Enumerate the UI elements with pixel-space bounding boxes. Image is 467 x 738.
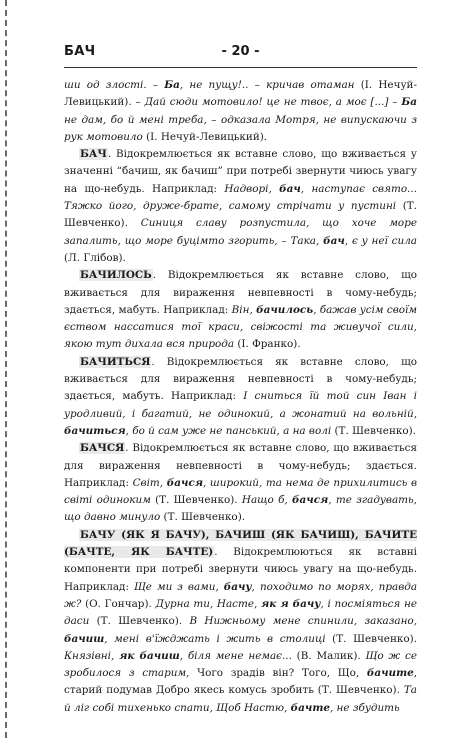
example-text: Світ, [132, 476, 167, 489]
example-text: , те згадувать, що давно минуло [64, 494, 417, 524]
body-text: (Т. Шевченко). [325, 632, 417, 645]
body-text: (Т. Шевченко). [313, 684, 404, 697]
example-text: бачу [223, 580, 252, 593]
headword: БАЧИТЬСЯ [80, 355, 151, 368]
body-text: . Відокремлюється як вставне слово, що вживається для вираження невпевності в чому-небудь; здається. Наприклад: [64, 442, 417, 489]
example-text: не дам, бо й мені треба, – одказала Мотря, не випускаючи з рук мотовило [64, 113, 417, 143]
example-text: , не пущу!.. – кричав отаман [179, 79, 361, 91]
example-text: Ще ми з вами, [133, 580, 224, 593]
headword: БАЧУ (ЯК Я БАЧУ), БАЧИШ (ЯК БАЧИШ), БАЧИТЕ (БАЧТЕ, ЯК БАЧТЕ) [64, 528, 417, 559]
example-text: бач [279, 182, 301, 195]
body-text: (Т. Шевченко). [160, 511, 246, 524]
body-text: (Т. Шевченко). [150, 494, 242, 507]
example-text: , не збудить [329, 701, 400, 714]
body-text: . Відокремлюються як вставні компоненти при потребі звернути чиюсь увагу на що-небудь. Наприклад: [64, 546, 417, 593]
body-text: (В. Малик). [291, 649, 366, 662]
example-text: бачиться [64, 424, 126, 437]
body-text: Чого зрадів він? Того, Що, [197, 667, 367, 680]
example-text: ши од злості. – [64, 79, 165, 91]
example-text: Ба [164, 79, 180, 91]
body-text: (Т. Шевченко). [89, 615, 190, 628]
example-text: , мені в'їжджать і жить в столиці [104, 632, 326, 645]
example-text: , і посміяться не даси [64, 597, 417, 628]
example-text: як бачиш [119, 649, 180, 662]
entry-bachylos [64, 267, 417, 353]
headword: БАЧ [80, 148, 107, 161]
running-head: БАЧ [64, 44, 96, 59]
example-text: І сниться їй той син Іван і уродливий, і багатий, не одинокий, а жонатий на вольній, [64, 390, 417, 420]
example-text: Що ж се зробилося з старим, [64, 649, 417, 680]
example-text: , широкий, та нема де прихилитись в світі одиноким [64, 476, 418, 507]
body-text: (І. Нечуй-Левицький). [142, 130, 268, 143]
headword: БАЧИЛОСЬ [80, 269, 152, 282]
example-text: , є у неї сила [344, 234, 418, 247]
example-text: Князівні, [64, 649, 120, 662]
example-text: , біля мене немає... [179, 649, 292, 662]
example-text: Та й ліг собі тихенько спати, Щоб Настю, [64, 684, 417, 714]
example-text: Синиця славу розпустила, що хоче море запалить, що море буцімто згорить, – Така, [64, 217, 417, 247]
body-text: , старий подумав Добро якесь комусь зробить [64, 667, 418, 697]
body-text: (Т. Шевченко). [331, 424, 416, 437]
entry-bachu [64, 527, 417, 717]
example-text: Він, [231, 303, 257, 316]
example-text: , наступає свято... Тяжко його, друже-брате, самому стрічати у пустині [64, 182, 417, 213]
body-text: (Т. Шевченко). [64, 200, 417, 230]
body-text: (Л. Глібов). [64, 251, 126, 264]
example-text: бачся [292, 494, 329, 507]
example-text: В Нижньому мене спинили, заказано, [189, 615, 417, 628]
example-text: бачиш [64, 632, 105, 645]
entry-bachsia [64, 440, 417, 526]
entry-bach [64, 146, 417, 267]
body-text: . Відокремлюється як вставне слово, що вживається для вираження невпевності в чому-небудь; здається, мабуть. Наприклад: [64, 355, 417, 403]
example-text: бачите [366, 667, 414, 680]
body-text: (О. Гончар). [81, 597, 156, 610]
example-text: бачте [290, 701, 330, 714]
example-text: як я бачу [261, 597, 321, 610]
body-text: . Відокремлюється як вставне слово, що вживається у значенні “бачиш, як бачиш” при потребі звернути чиюсь увагу на що-небудь. Наприклад: [64, 148, 417, 195]
headword: БАЧСЯ [80, 442, 125, 455]
body-text: . Відокремлюється як вставне слово, що вживається для вираження невпевності в чому-небудь; здається, мабуть. Наприклад: [64, 269, 417, 316]
example-text: Дай сюди мотовило! це не твоє, а моє [...] – [144, 96, 402, 109]
example-text: , бажав усім своїм єством нассатися тої краси, свіжості та живучої сили, якою тут дихала вся природа [64, 303, 417, 351]
page-number: - 20 - [221, 44, 260, 59]
example-text: Нащо б, [241, 494, 293, 507]
example-text: , бо й сам уже не панський, а на волі [125, 424, 332, 437]
page-header [64, 44, 417, 66]
example-text: Надворі, [224, 182, 280, 195]
example-text: бач [323, 234, 345, 247]
header-rule [64, 67, 417, 68]
example-text: , походимо по морях, правда ж? [64, 580, 418, 610]
body-text: (І. Нечуй-Левицький). – [64, 79, 417, 109]
dashed-cut-line [5, 0, 7, 738]
dictionary-text [64, 77, 417, 717]
example-text: Дурна ти, Насте, [155, 597, 261, 610]
example-text: бачся [166, 476, 203, 489]
body-text: (І. Франко). [234, 338, 301, 351]
example-text: бачилось [256, 303, 314, 316]
example-text: Ба [401, 96, 417, 109]
entry-bachytsia [64, 354, 417, 440]
entry-continuation [64, 77, 417, 146]
